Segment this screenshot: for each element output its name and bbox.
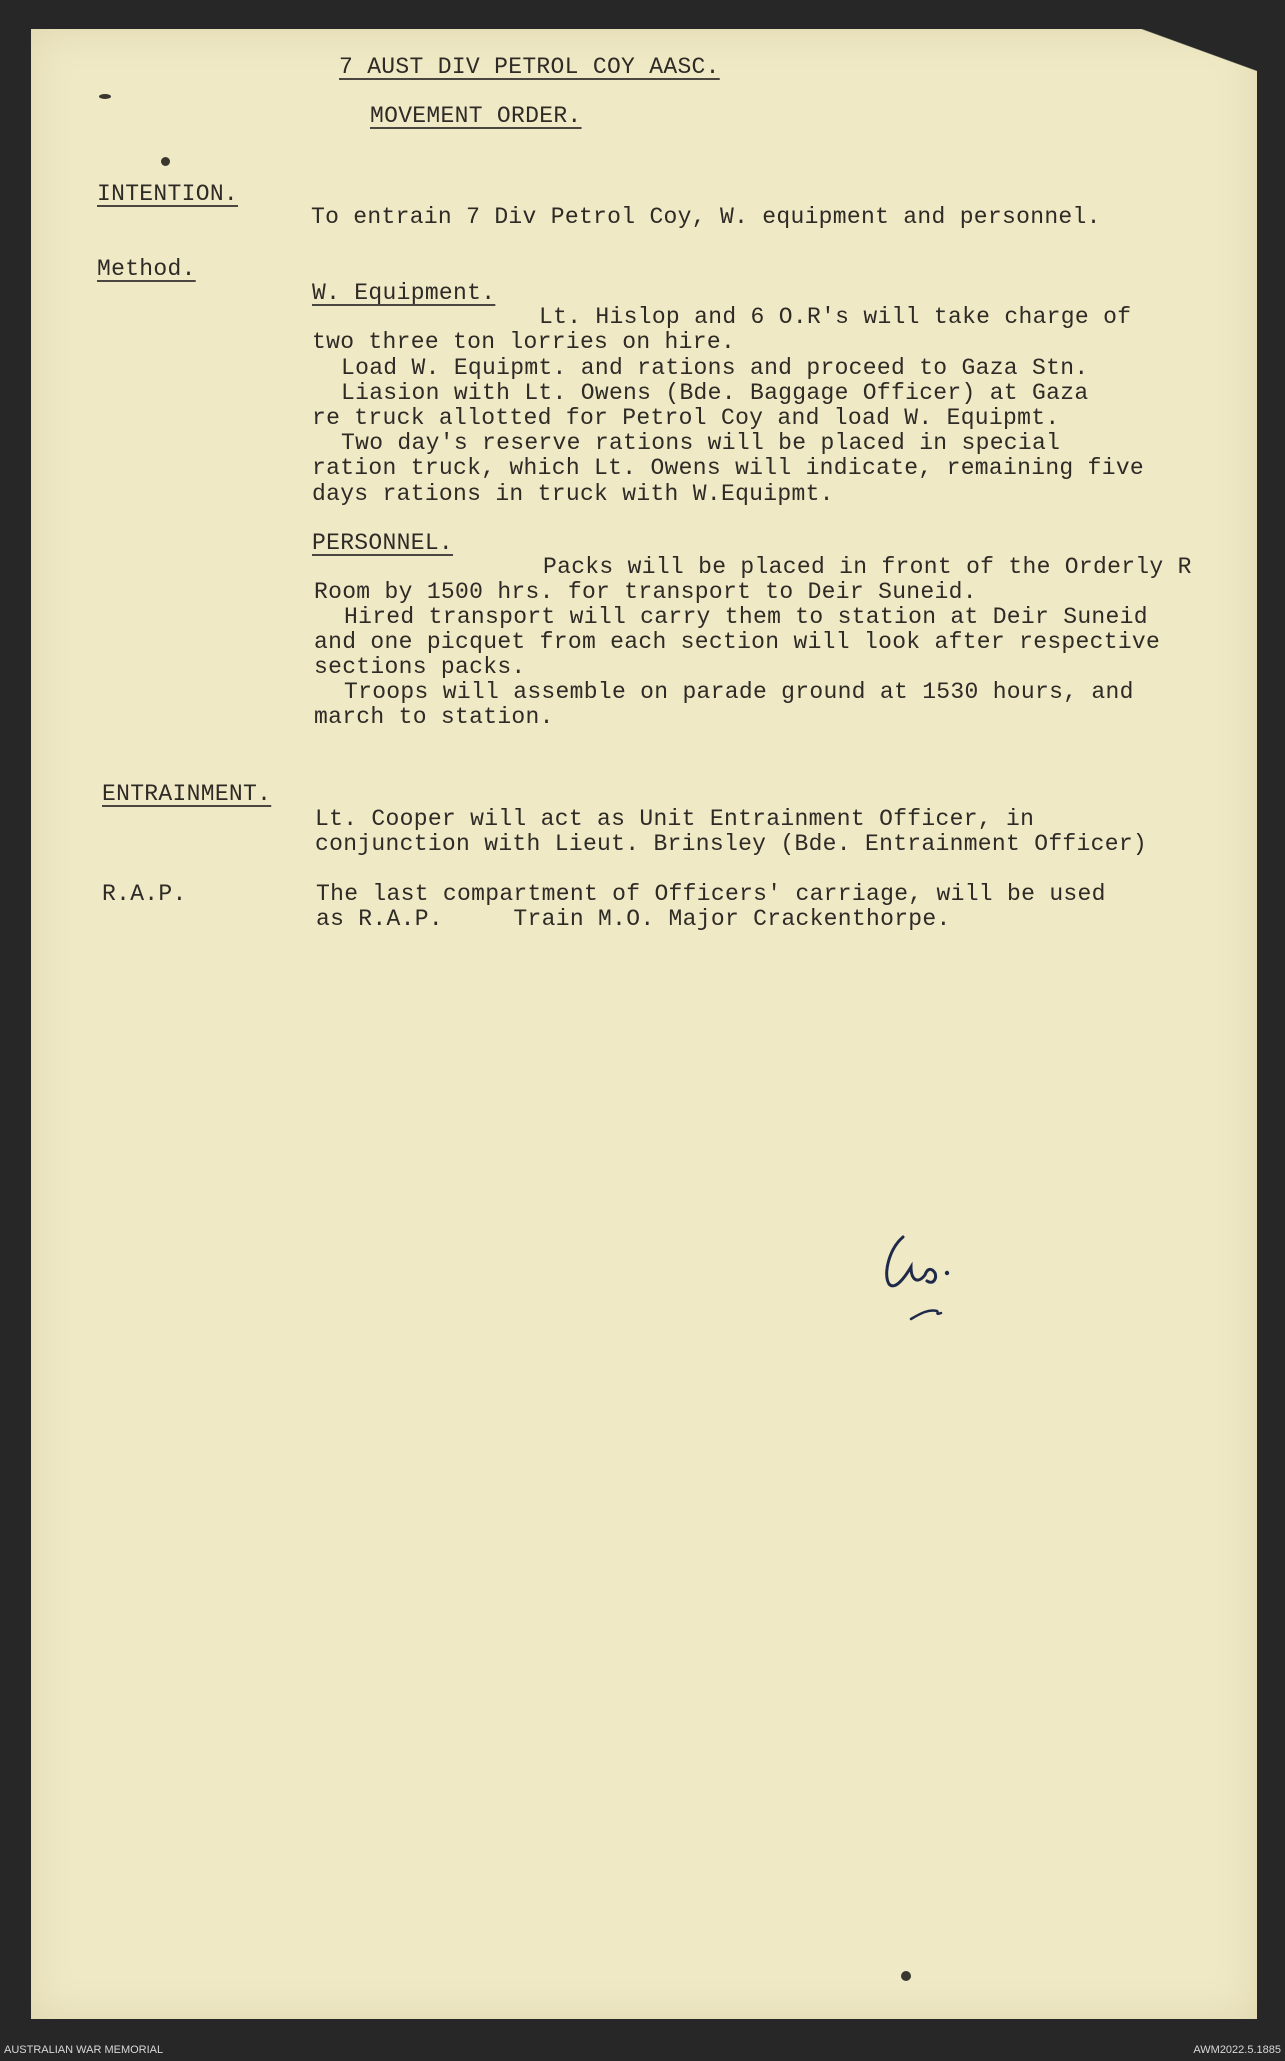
intention-label: INTENTION. (97, 181, 239, 207)
w-equipment-line: ration truck, which Lt. Owens will indicate, remaining five (312, 455, 1145, 481)
personnel-heading: PERSONNEL. (312, 530, 454, 556)
personnel-line: sections packs. (314, 654, 526, 680)
w-equipment-line: days rations in truck with W.Equipmt. (312, 481, 834, 507)
document-title: MOVEMENT ORDER. (370, 103, 582, 129)
personnel-line: Room by 1500 hrs. for transport to Deir Suneid. (314, 579, 977, 605)
entrainment-line: Lt. Cooper will act as Unit Entrainment Officer, in (315, 806, 1035, 832)
w-equipment-line: Load W. Equipmt. and rations and proceed to Gaza Stn. (341, 355, 1089, 381)
rap-line: as R.A.P. Train M.O. Major Crackenthorpe. (316, 906, 951, 932)
method-label: Method. (97, 256, 196, 282)
w-equipment-line: Lt. Hislop and 6 O.R's will take charge of (539, 304, 1132, 330)
personnel-line: march to station. (314, 704, 554, 730)
document-page (31, 29, 1257, 2019)
paper-blemish (161, 157, 170, 166)
rap-line: The last compartment of Officers' carriage, will be used (316, 881, 1106, 907)
torn-corner (1137, 29, 1257, 89)
w-equipment-line: two three ton lorries on hire. (312, 329, 736, 355)
personnel-line: Packs will be placed in front of the Orderly R (543, 554, 1192, 580)
archive-credit: AUSTRALIAN WAR MEMORIAL (4, 2044, 164, 2056)
personnel-line: Troops will assemble on parade ground at 1530 hours, and (344, 679, 1134, 705)
w-equipment-line: Liasion with Lt. Owens (Bde. Baggage Officer) at Gaza (341, 380, 1089, 406)
handwritten-initials-signature (881, 1219, 971, 1329)
personnel-line: and one picquet from each section will look after respective (314, 629, 1161, 655)
paper-blemish (901, 1971, 911, 1981)
entrainment-label: ENTRAINMENT. (102, 781, 272, 807)
w-equipment-line: Two day's reserve rations will be placed in special (341, 430, 1061, 456)
rap-label: R.A.P. (102, 881, 187, 907)
document-header: 7 AUST DIV PETROL COY AASC. (339, 54, 720, 80)
w-equipment-line: re truck allotted for Petrol Coy and load W. Equipmt. (312, 405, 1060, 431)
w-equipment-heading: W. Equipment. (312, 280, 496, 306)
personnel-line: Hired transport will carry them to station at Deir Suneid (344, 604, 1148, 630)
entrainment-line: conjunction with Lieut. Brinsley (Bde. Entrainment Officer) (315, 831, 1148, 857)
archive-reference: AWM2022.5.1885 (1193, 2044, 1281, 2056)
paper-blemish (99, 94, 111, 99)
intention-text: To entrain 7 Div Petrol Coy, W. equipment and personnel. (311, 204, 1101, 230)
